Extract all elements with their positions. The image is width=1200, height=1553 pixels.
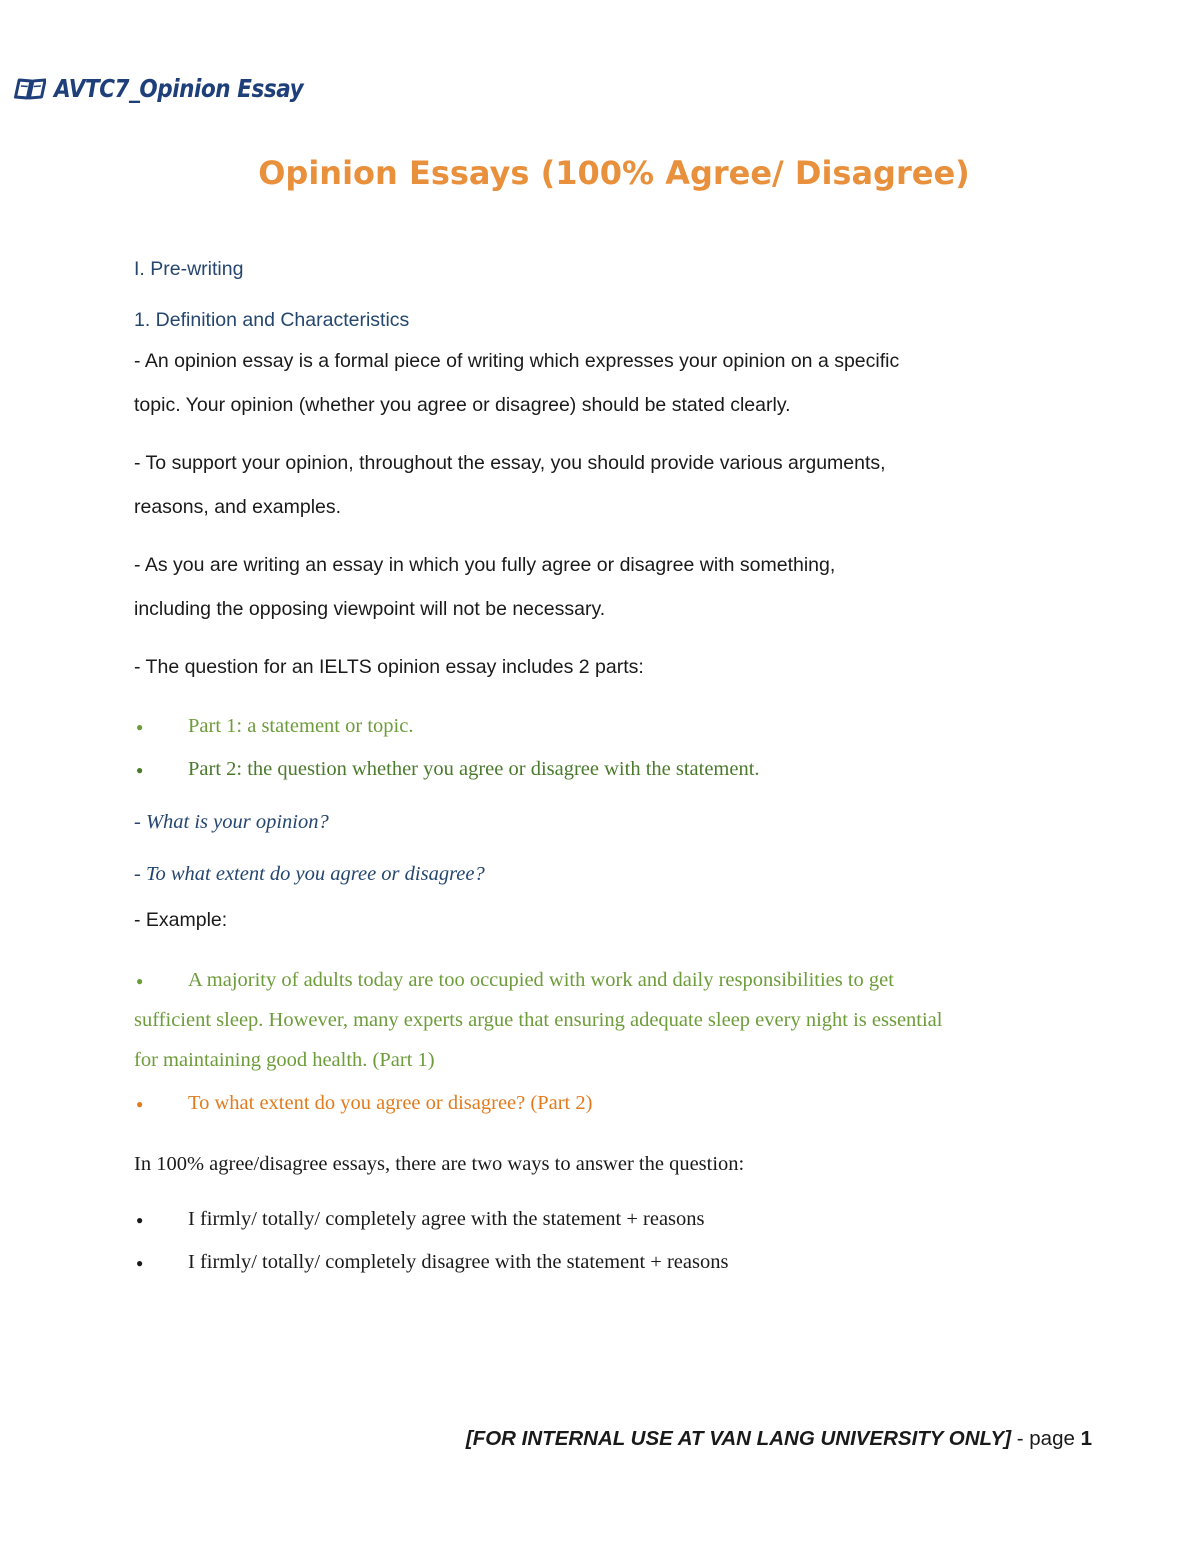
footer-page-label: - page [1011, 1427, 1081, 1450]
section-heading: I. Pre-writing [134, 258, 244, 280]
bullet-icon: ● [136, 1256, 144, 1270]
list-item: I firmly/ totally/ completely agree with the statement + reasons [188, 1208, 705, 1230]
question-line: - To what extent do you agree or disagree? [134, 863, 485, 885]
question-line: - What is your opinion? [134, 811, 329, 833]
document-header [12, 74, 344, 103]
example-label: - Example: [134, 909, 228, 931]
bullet-icon: ● [136, 1213, 144, 1227]
document-header-title: AVTC7_Opinion Essay [54, 74, 304, 103]
page-title: Opinion Essays (100% Agree/ Disagree) [258, 154, 970, 192]
list-item: Part 2: the question whether you agree or disagree with the statement. [188, 758, 760, 780]
example-line: for maintaining good health. (Part 1) [134, 1049, 435, 1071]
page-footer [466, 1427, 1092, 1451]
example-question: To what extent do you agree or disagree? (Part 2) [188, 1092, 593, 1114]
paragraph-line: - An opinion essay is a formal piece of writing which expresses your opinion on a specific [134, 350, 900, 372]
subsection-heading: 1. Definition and Characteristics [134, 309, 410, 331]
paragraph-line: - To support your opinion, throughout the essay, you should provide various arguments, [134, 452, 886, 474]
example-line: sufficient sleep. However, many experts argue that ensuring adequate sleep every night is essential [134, 1009, 943, 1031]
paragraph-line: including the opposing viewpoint will not be necessary. [134, 598, 606, 620]
paragraph-line: - As you are writing an essay in which you fully agree or disagree with something, [134, 554, 836, 576]
bullet-icon: ● [136, 720, 144, 734]
bullet-icon: ● [136, 1097, 144, 1111]
paragraph-line: topic. Your opinion (whether you agree or disagree) should be stated clearly. [134, 394, 791, 416]
example-line: A majority of adults today are too occupied with work and daily responsibilities to get [188, 969, 894, 991]
bullet-icon: ● [136, 763, 144, 777]
footer-notice: [FOR INTERNAL USE AT VAN LANG UNIVERSITY ONLY] [465, 1427, 1012, 1450]
ways-intro: In 100% agree/disagree essays, there are two ways to answer the question: [134, 1153, 745, 1175]
paragraph-line: reasons, and examples. [134, 496, 342, 518]
paragraph-line: - The question for an IELTS opinion essay includes 2 parts: [134, 656, 644, 678]
bullet-icon: ● [136, 974, 144, 988]
list-item: Part 1: a statement or topic. [188, 715, 414, 737]
page-number: 1 [1080, 1427, 1092, 1450]
list-item: I firmly/ totally/ completely disagree with the statement + reasons [188, 1251, 729, 1273]
book-icon [12, 76, 46, 102]
